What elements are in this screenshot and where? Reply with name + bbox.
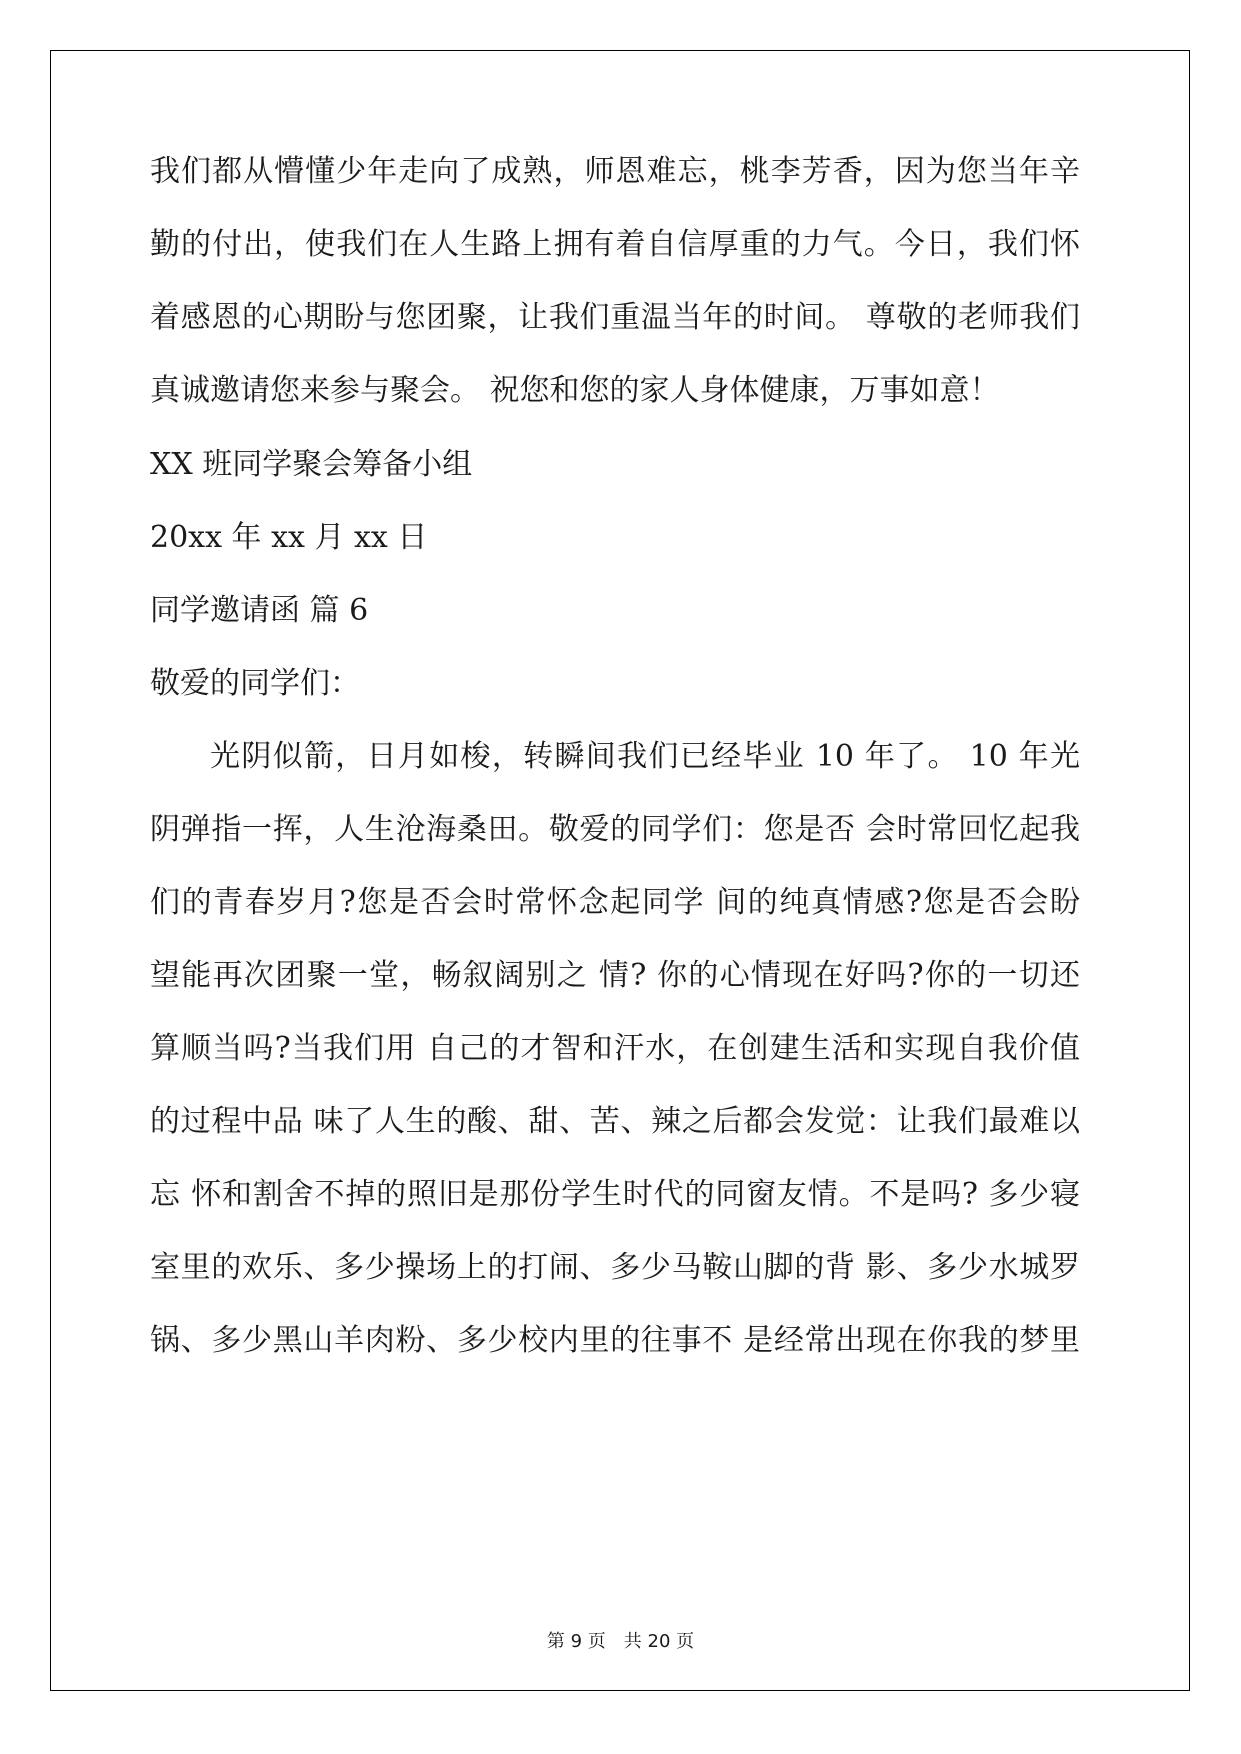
- paragraph-1-line: 真诚邀请您来参与聚会。 祝您和您的家人身体健康，万事如意！: [150, 373, 1000, 408]
- paragraph-1-line: 勤的付出，使我们在人生路上拥有着自信厚重的力气。今日，我们怀: [150, 227, 1080, 262]
- paragraph-2-line: 室里的欢乐、多少操场上的打闹、多少马鞍山脚的背 影、多少水城罗: [150, 1250, 1080, 1285]
- page-border: [50, 50, 1190, 1691]
- paragraph-2-line: 们的青春岁月?您是否会时常怀念起同学 间的纯真情感?您是否会盼: [150, 885, 1080, 920]
- paragraph-1-line: 我们都从懵懂少年走向了成熟，师恩难忘，桃李芳香，因为您当年辛: [150, 154, 1080, 189]
- paragraph-2-line: 阴弹指一挥，人生沧海桑田。敬爱的同学们：您是否 会时常回忆起我: [150, 812, 1080, 847]
- greeting: 敬爱的同学们：: [150, 666, 360, 701]
- paragraph-1-line: 着感恩的心期盼与您团聚，让我们重温当年的时间。 尊敬的老师我们: [150, 300, 1080, 335]
- paragraph-2-line: 光阴似箭，日月如梭，转瞬间我们已经毕业 10 年了。 10 年光: [210, 739, 1080, 774]
- paragraph-2-line: 望能再次团聚一堂，畅叙阔别之 情? 你的心情现在好吗?你的一切还: [150, 958, 1080, 993]
- paragraph-2-line: 算顺当吗?当我们用 自己的才智和汗水，在创建生活和实现自我价值: [150, 1031, 1080, 1066]
- paragraph-2-line: 锅、多少黑山羊肉粉、多少校内里的往事不 是经常出现在你我的梦里: [150, 1323, 1080, 1358]
- page-footer: 第 9 页 共 20 页: [546, 1631, 695, 1652]
- signature: XX 班同学聚会筹备小组: [150, 447, 473, 482]
- paragraph-2-line: 忘 怀和割舍不掉的照旧是那份学生时代的同窗友情。不是吗? 多少寝: [150, 1177, 1080, 1212]
- date: 20xx 年 xx 月 xx 日: [150, 520, 428, 555]
- paragraph-2-line: 的过程中品 味了人生的酸、甜、苦、辣之后都会发觉：让我们最难以: [150, 1104, 1080, 1139]
- section-title: 同学邀请函 篇 6: [150, 593, 369, 628]
